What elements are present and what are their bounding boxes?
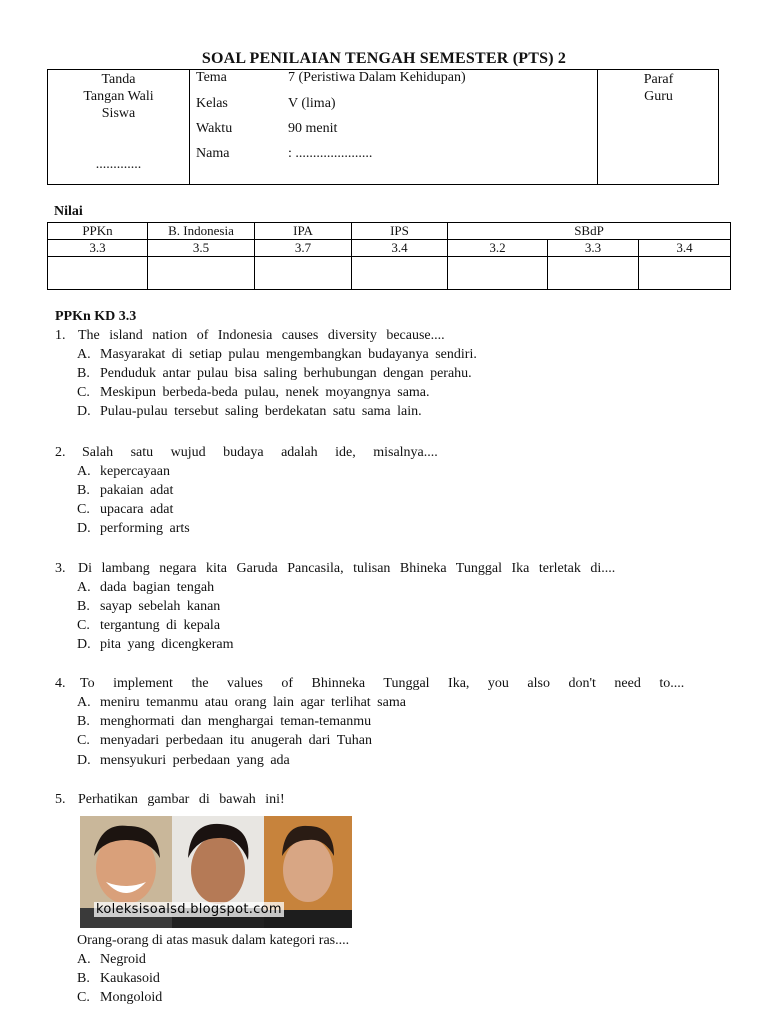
option-letter: A. [77,695,91,710]
question-text: Salah satu wujud budaya adalah ide, misalnya.... [82,445,438,460]
option-text: menyadari perbedaan itu anugerah dari Tuhan [100,733,372,748]
subject-header: PPKn [48,223,148,240]
score-cell[interactable] [48,257,148,290]
info-value: : ...................... [288,146,373,161]
question-number: 3. [55,561,66,576]
option-text: kepercayaan [100,464,170,479]
signature-label-line: Tangan Wali [83,89,154,104]
question-number: 5. [55,792,66,807]
image-watermark: koleksisoalsd.blogspot.com [96,902,282,917]
paraf-label-line: Paraf [643,72,674,87]
option-letter: C. [77,618,90,633]
kd-cell: 3.4 [639,240,731,257]
option-letter: C. [77,990,90,1005]
option-letter: D. [77,521,91,536]
nilai-table [47,222,731,290]
nilai-label: Nilai [54,204,83,219]
info-label: Nama [196,146,230,161]
info-value: 7 (Peristiwa Dalam Kehidupan) [288,70,466,85]
subject-header: IPS [352,223,448,240]
page-title: SOAL PENILAIAN TENGAH SEMESTER (PTS) 2 [201,50,567,67]
signature-label-line: Tanda [101,72,136,87]
score-cell[interactable] [548,257,639,290]
table-row [48,223,731,240]
signature-dots: ............. [95,157,142,172]
question-5-followup: Orang-orang di atas masuk dalam kategori ras.... [77,933,350,948]
info-value: 90 menit [288,121,338,136]
question-5-image [80,816,352,928]
option-letter: A. [77,347,91,362]
option-letter: A. [77,580,91,595]
question-number: 1. [55,328,66,343]
question-number: 4. [55,676,66,691]
option-text: pakaian adat [100,483,174,498]
option-text: pita yang dicengkeram [100,637,234,652]
option-text: Masyarakat di setiap pulau mengembangkan budayanya sendiri. [100,347,477,362]
option-text: sayap sebelah kanan [100,599,221,614]
option-letter: B. [77,971,90,986]
option-letter: B. [77,366,90,381]
kd-cell: 3.7 [255,240,352,257]
table-row [48,240,731,257]
info-label: Waktu [196,121,233,136]
option-letter: B. [77,714,90,729]
kd-cell: 3.3 [48,240,148,257]
option-letter: A. [77,952,91,967]
question-text: Perhatikan gambar di bawah ini! [78,792,285,807]
option-letter: D. [77,404,91,419]
option-letter: D. [77,637,91,652]
option-text: mensyukuri perbedaan yang ada [100,753,290,768]
score-row [48,257,731,290]
option-text: tergantung di kepala [100,618,221,633]
info-label: Tema [196,70,227,85]
option-letter: D. [77,753,91,768]
question-text: The island nation of Indonesia causes diversity because.... [78,328,445,343]
question-number: 2. [55,445,66,460]
option-text: Negroid [100,952,146,967]
signature-label-line: Siswa [101,106,136,121]
section-heading: PPKn KD 3.3 [55,309,137,324]
subject-header: SBdP [448,223,731,240]
option-text: Penduduk antar pulau bisa saling berhubungan dengan perahu. [100,366,472,381]
question-text: Di lambang negara kita Garuda Pancasila, tulisan Bhineka Tunggal Ika terletak di.... [78,561,616,576]
option-text: menghormati dan menghargai teman-temanmu [100,714,372,729]
option-text: meniru temanmu atau orang lain agar terlihat sama [100,695,406,710]
kd-cell: 3.2 [448,240,548,257]
header-info-box [47,69,719,185]
score-cell[interactable] [352,257,448,290]
option-text: performing arts [100,521,190,536]
exam-info-cell [196,70,596,184]
option-text: Mongoloid [100,990,163,1005]
option-letter: B. [77,483,90,498]
option-text: dada bagian tengah [100,580,215,595]
option-text: Pulau-pulau tersebut saling berdekatan satu sama lain. [100,404,422,419]
score-cell[interactable] [639,257,731,290]
subject-header: B. Indonesia [148,223,255,240]
option-letter: C. [77,385,90,400]
subject-header: IPA [255,223,352,240]
paraf-label-line: Guru [644,89,673,104]
option-letter: A. [77,464,91,479]
info-label: Kelas [196,96,228,111]
option-text: upacara adat [100,502,174,517]
kd-cell: 3.5 [148,240,255,257]
info-value: V (lima) [288,96,336,111]
option-letter: C. [77,502,90,517]
option-letter: B. [77,599,90,614]
option-text: Meskipun berbeda-beda pulau, nenek moyangnya sama. [100,385,430,400]
score-cell[interactable] [255,257,352,290]
kd-cell: 3.4 [352,240,448,257]
signature-cell [48,70,190,184]
score-cell[interactable] [148,257,255,290]
score-cell[interactable] [448,257,548,290]
option-letter: C. [77,733,90,748]
option-text: Kaukasoid [100,971,160,986]
question-text: To implement the values of Bhinneka Tunggal Ika, you also don't need to.... [80,676,685,691]
paraf-cell [597,70,719,184]
kd-cell: 3.3 [548,240,639,257]
